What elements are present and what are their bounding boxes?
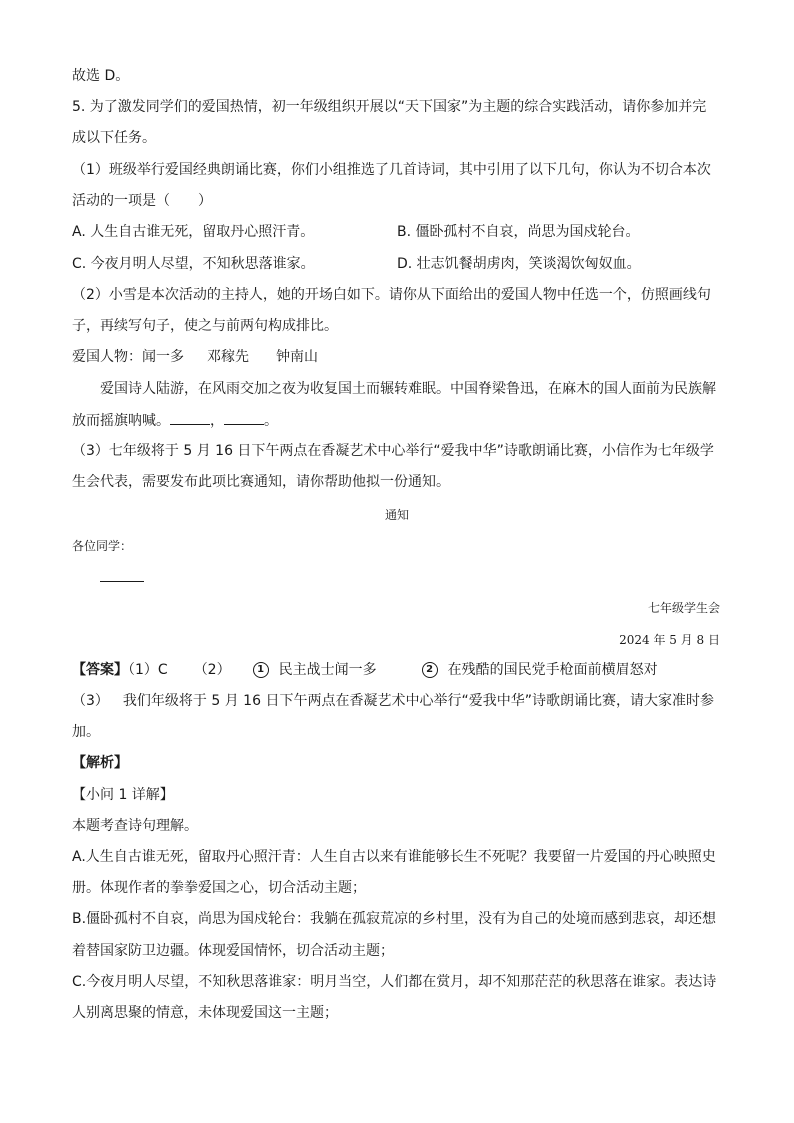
analysis-intro: 本题考查诗句理解。: [72, 818, 198, 834]
subquestion-1-detail-label: 【小问 1 详解】: [72, 787, 174, 803]
opening-speech-text: 爱国诗人陆游，在风雨交加之夜为收复国土而辗转难眠。中国脊梁鲁迅，在麻木的国人面前为民族解: [100, 381, 716, 397]
option-d: D. 壮志饥餐胡虏肉，笑谈渴饮匈奴血。: [397, 256, 641, 272]
notice-salutation: 各位同学：: [72, 539, 133, 553]
answer-line: [72, 661, 658, 679]
patriot-list-label: 爱国人物：: [72, 349, 142, 365]
subquestion-3-text-cont: 生会代表，需要发布此项比赛通知，请你帮助他拟一份通知。: [72, 474, 450, 490]
answer-2-label: （2）: [193, 662, 231, 678]
subquestion-3-text: （3）七年级将于 5 月 16 日下午两点在香凝艺术中心举行“爱我中华”诗歌朗诵比赛，小信作为七年级学: [72, 443, 714, 459]
option-a: A. 人生自古谁无死，留取丹心照汗青。: [72, 224, 315, 240]
analysis-option-c: C.今夜月明人尽望，不知秋思落谁家：明月当空，人们都在赏月，却不知那茫茫的秋思落在谁家。表达诗: [72, 974, 717, 990]
previous-answer-line: 故选 D。: [72, 68, 130, 84]
circled-number-2: 2: [422, 662, 438, 678]
option-b: B. 僵卧孤村不自哀，尚思为国戍轮台。: [397, 224, 640, 240]
patriot-name: 邓稼先: [207, 349, 249, 365]
subquestion-2-text-cont: 子，再续写句子，使之与前两句构成排比。: [72, 318, 338, 334]
answer-3-text: 我们年级将于 5 月 16 日下午两点在香凝艺术中心举行“爱我中华”诗歌朗诵比赛，请大家准时参: [122, 693, 714, 709]
analysis-option-b-cont: 着替国家防卫边疆。体现爱国情怀，切合活动主题；: [72, 943, 394, 959]
answer-1: （1）C: [128, 662, 168, 678]
blank-terminator: 。: [264, 413, 278, 429]
answer-2-part-1: 民主战士闻一多: [278, 662, 377, 678]
notice-body-blank[interactable]: [100, 568, 144, 582]
answer-3-text-cont: 加。: [72, 724, 100, 740]
notice-body: [100, 568, 144, 587]
notice-title: 通知: [384, 508, 409, 522]
subquestion-1-text: （1）班级举行爱国经典朗诵比赛，你们小组推选了几首诗词，其中引用了以下几句，你认为不切合本次: [72, 162, 711, 178]
patriot-list: [72, 348, 318, 366]
patriot-name: 钟南山: [276, 349, 318, 365]
analysis-option-a-cont: 册。体现作者的拳拳爱国之心，切合活动主题；: [72, 880, 366, 896]
analysis-label: 【解析】: [72, 755, 128, 771]
answer-blank-2[interactable]: [224, 411, 264, 425]
question-5-text: 5. 为了激发同学们的爱国热情，初一年级组织开展以“天下国家”为主题的综合实践活动，请你参加并完: [72, 99, 707, 115]
analysis-option-a: A.人生自古谁无死，留取丹心照汗青：人生自古以来有谁能够长生不死呢？我要留一片爱国的丹心映照史: [72, 849, 716, 865]
answer-blank-1[interactable]: [170, 411, 210, 425]
subquestion-2-text: （2）小雪是本次活动的主持人，她的开场白如下。请你从下面给出的爱国人物中任选一个，仿照画线句: [72, 287, 711, 303]
answer-3-line: [72, 692, 714, 710]
answer-3-label: （3）: [72, 693, 109, 709]
blank-separator: ，: [210, 413, 224, 429]
question-5-text-cont: 成以下任务。: [72, 130, 156, 146]
answer-2-part-2: 在残酷的国民党手枪面前横眉怒对: [447, 662, 658, 678]
analysis-option-b: B.僵卧孤村不自哀，尚思为国戍轮台：我躺在孤寂荒凉的乡村里，没有为自己的处境而感到悲哀，却还想: [72, 911, 717, 927]
analysis-option-c-cont: 人别离思聚的情意，未体现爱国这一主题；: [72, 1005, 338, 1021]
circled-number-1: 1: [253, 662, 269, 678]
option-c: C. 今夜月明人尽望，不知秋思落谁家。: [72, 256, 315, 272]
subquestion-1-text-cont: 活动的一项是（ ）: [72, 193, 212, 209]
opening-speech-end: 放而摇旗呐喊。: [72, 413, 170, 429]
patriot-name: 闻一多: [142, 349, 184, 365]
answer-label: 【答案】: [72, 662, 128, 678]
opening-speech-text-cont: [72, 411, 278, 430]
notice-signer: 七年级学生会: [647, 601, 720, 615]
notice-date: 2024 年 5 月 8 日: [619, 633, 720, 647]
